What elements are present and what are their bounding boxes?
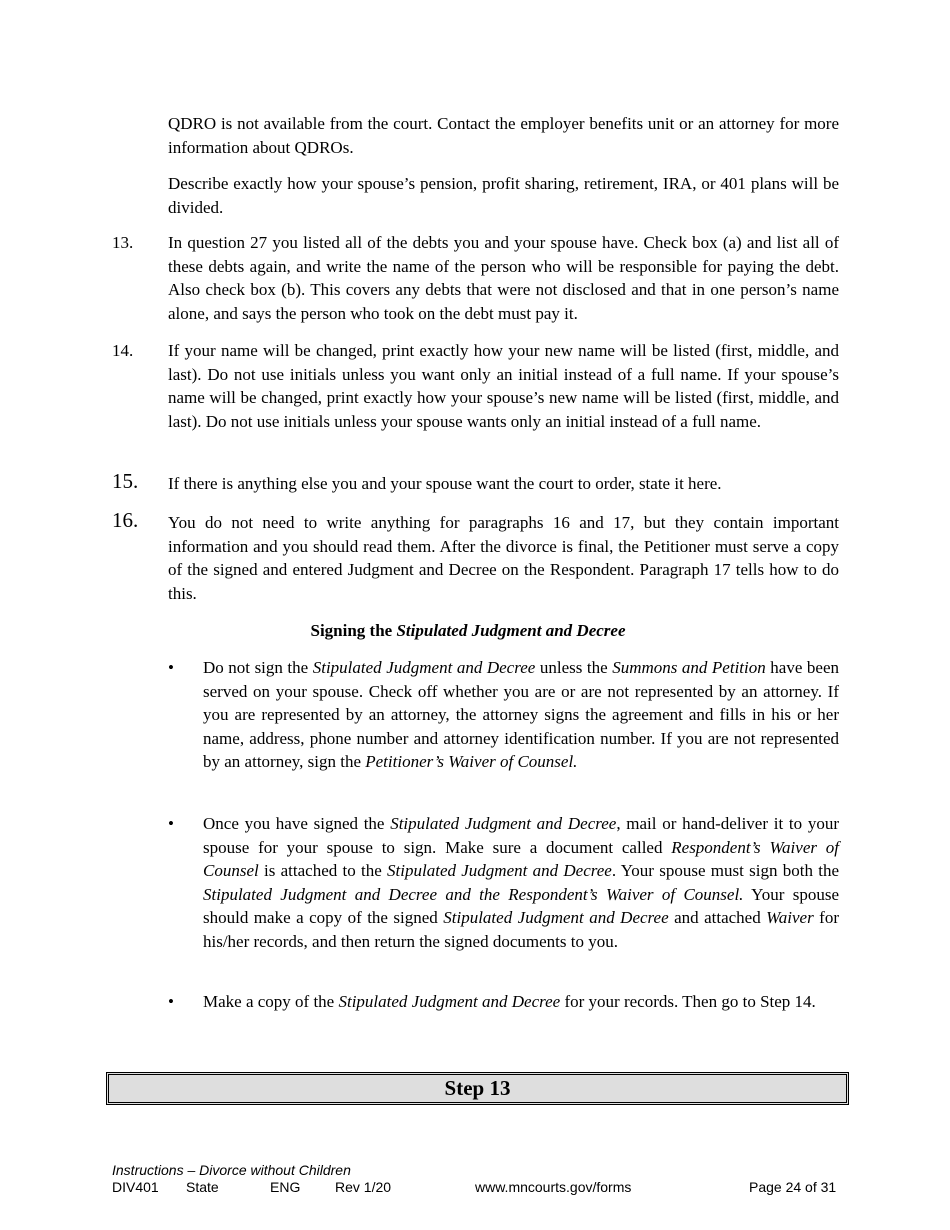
item-text-13: In question 27 you listed all of the debts you and your spouse have. Check box (a) and list all of these debts again, and write the name of the person who will be responsible for paying the debt. Also check box (b). This covers any debts that were not disclosed and that in one person’s name alone, and says the person who took on the debt must pay it. [168, 233, 839, 323]
section-heading-plain: Signing the [310, 621, 397, 640]
footer-revision: Rev 1/20 [335, 1179, 392, 1195]
bullet-marker: • [168, 658, 174, 677]
footer-website: www.mncourts.gov/forms [475, 1179, 632, 1195]
footer-language: ENG [270, 1179, 301, 1195]
item-text-15: If there is anything else you and your spouse want the court to order, state it here. [168, 474, 722, 493]
step-label: Step 13 [444, 1076, 511, 1100]
intro-paragraph-pension: Describe exactly how your spouse’s pension, profit sharing, retirement, IRA, or 401 plans will be divided. [168, 174, 839, 217]
item-number-16: 16. [112, 508, 139, 532]
section-heading [168, 619, 768, 643]
item-text-14: If your name will be changed, print exactly how your new name will be listed (first, middle, and last). Do not use initials unless you want only an initial instead of a full name. If your spouse’s name will be changed, print exactly how your spouse’s new name will be listed (first, middle, and last). Do not use initials unless your spouse wants only an initial instead of a full name. [168, 341, 839, 431]
item-number-13: 13. [112, 233, 134, 252]
intro-paragraph-qdro: QDRO is not available from the court. Contact the employer benefits unit or an attorney for more information about QDROs. [168, 114, 839, 157]
footer-jurisdiction: State [186, 1179, 219, 1195]
section-heading-italic: Stipulated Judgment and Decree [396, 621, 626, 640]
item-number-15: 15. [112, 469, 139, 493]
footer-form-code: DIV401 [112, 1179, 159, 1195]
bullet-marker: • [168, 814, 174, 833]
item-text-16: You do not need to write anything for paragraphs 16 and 17, but they contain important information and you should read them. After the divorce is final, the Petitioner must serve a copy of the signed and entered Judgment and Decree on the Respondent. Paragraph 17 tells how to do this. [168, 513, 839, 603]
footer-page-number: Page 24 of 31 [749, 1179, 837, 1195]
footer-title: Instructions – Divorce without Children [112, 1162, 351, 1178]
step-banner [106, 1072, 849, 1105]
bullet-make-copy: Make a copy of the Stipulated Judgment and Decree for your records. Then go to Step 14. [203, 992, 816, 1011]
bullet-marker: • [168, 992, 174, 1011]
bullet-once-signed: Once you have signed the Stipulated Judgment and Decree, mail or hand-deliver it to your spouse for your spouse to sign. Make sure a document called Respondent’s Waiver of Counsel is attached to the Stipulated Judgment and Decree. Your spouse must sign both the Stipulated Judgment and Decree and the Respondent’s Waiver of Counsel. Your spouse should make a copy of the signed Stipulated Judgment and Decree and attached Waiver for his/her records, and then return the signed documents to you. [203, 814, 840, 951]
bullet-do-not-sign: Do not sign the Stipulated Judgment and Decree unless the Summons and Petition have been served on your spouse. Check off whether you are or are not represented by an attorney. If you are represented by an attorney, the attorney signs the agreement and fills in his or her name, address, phone number and attorney identification number. If you are not represented by an attorney, sign the Petitioner’s Waiver of Counsel. [203, 658, 839, 772]
item-number-14: 14. [112, 341, 134, 360]
